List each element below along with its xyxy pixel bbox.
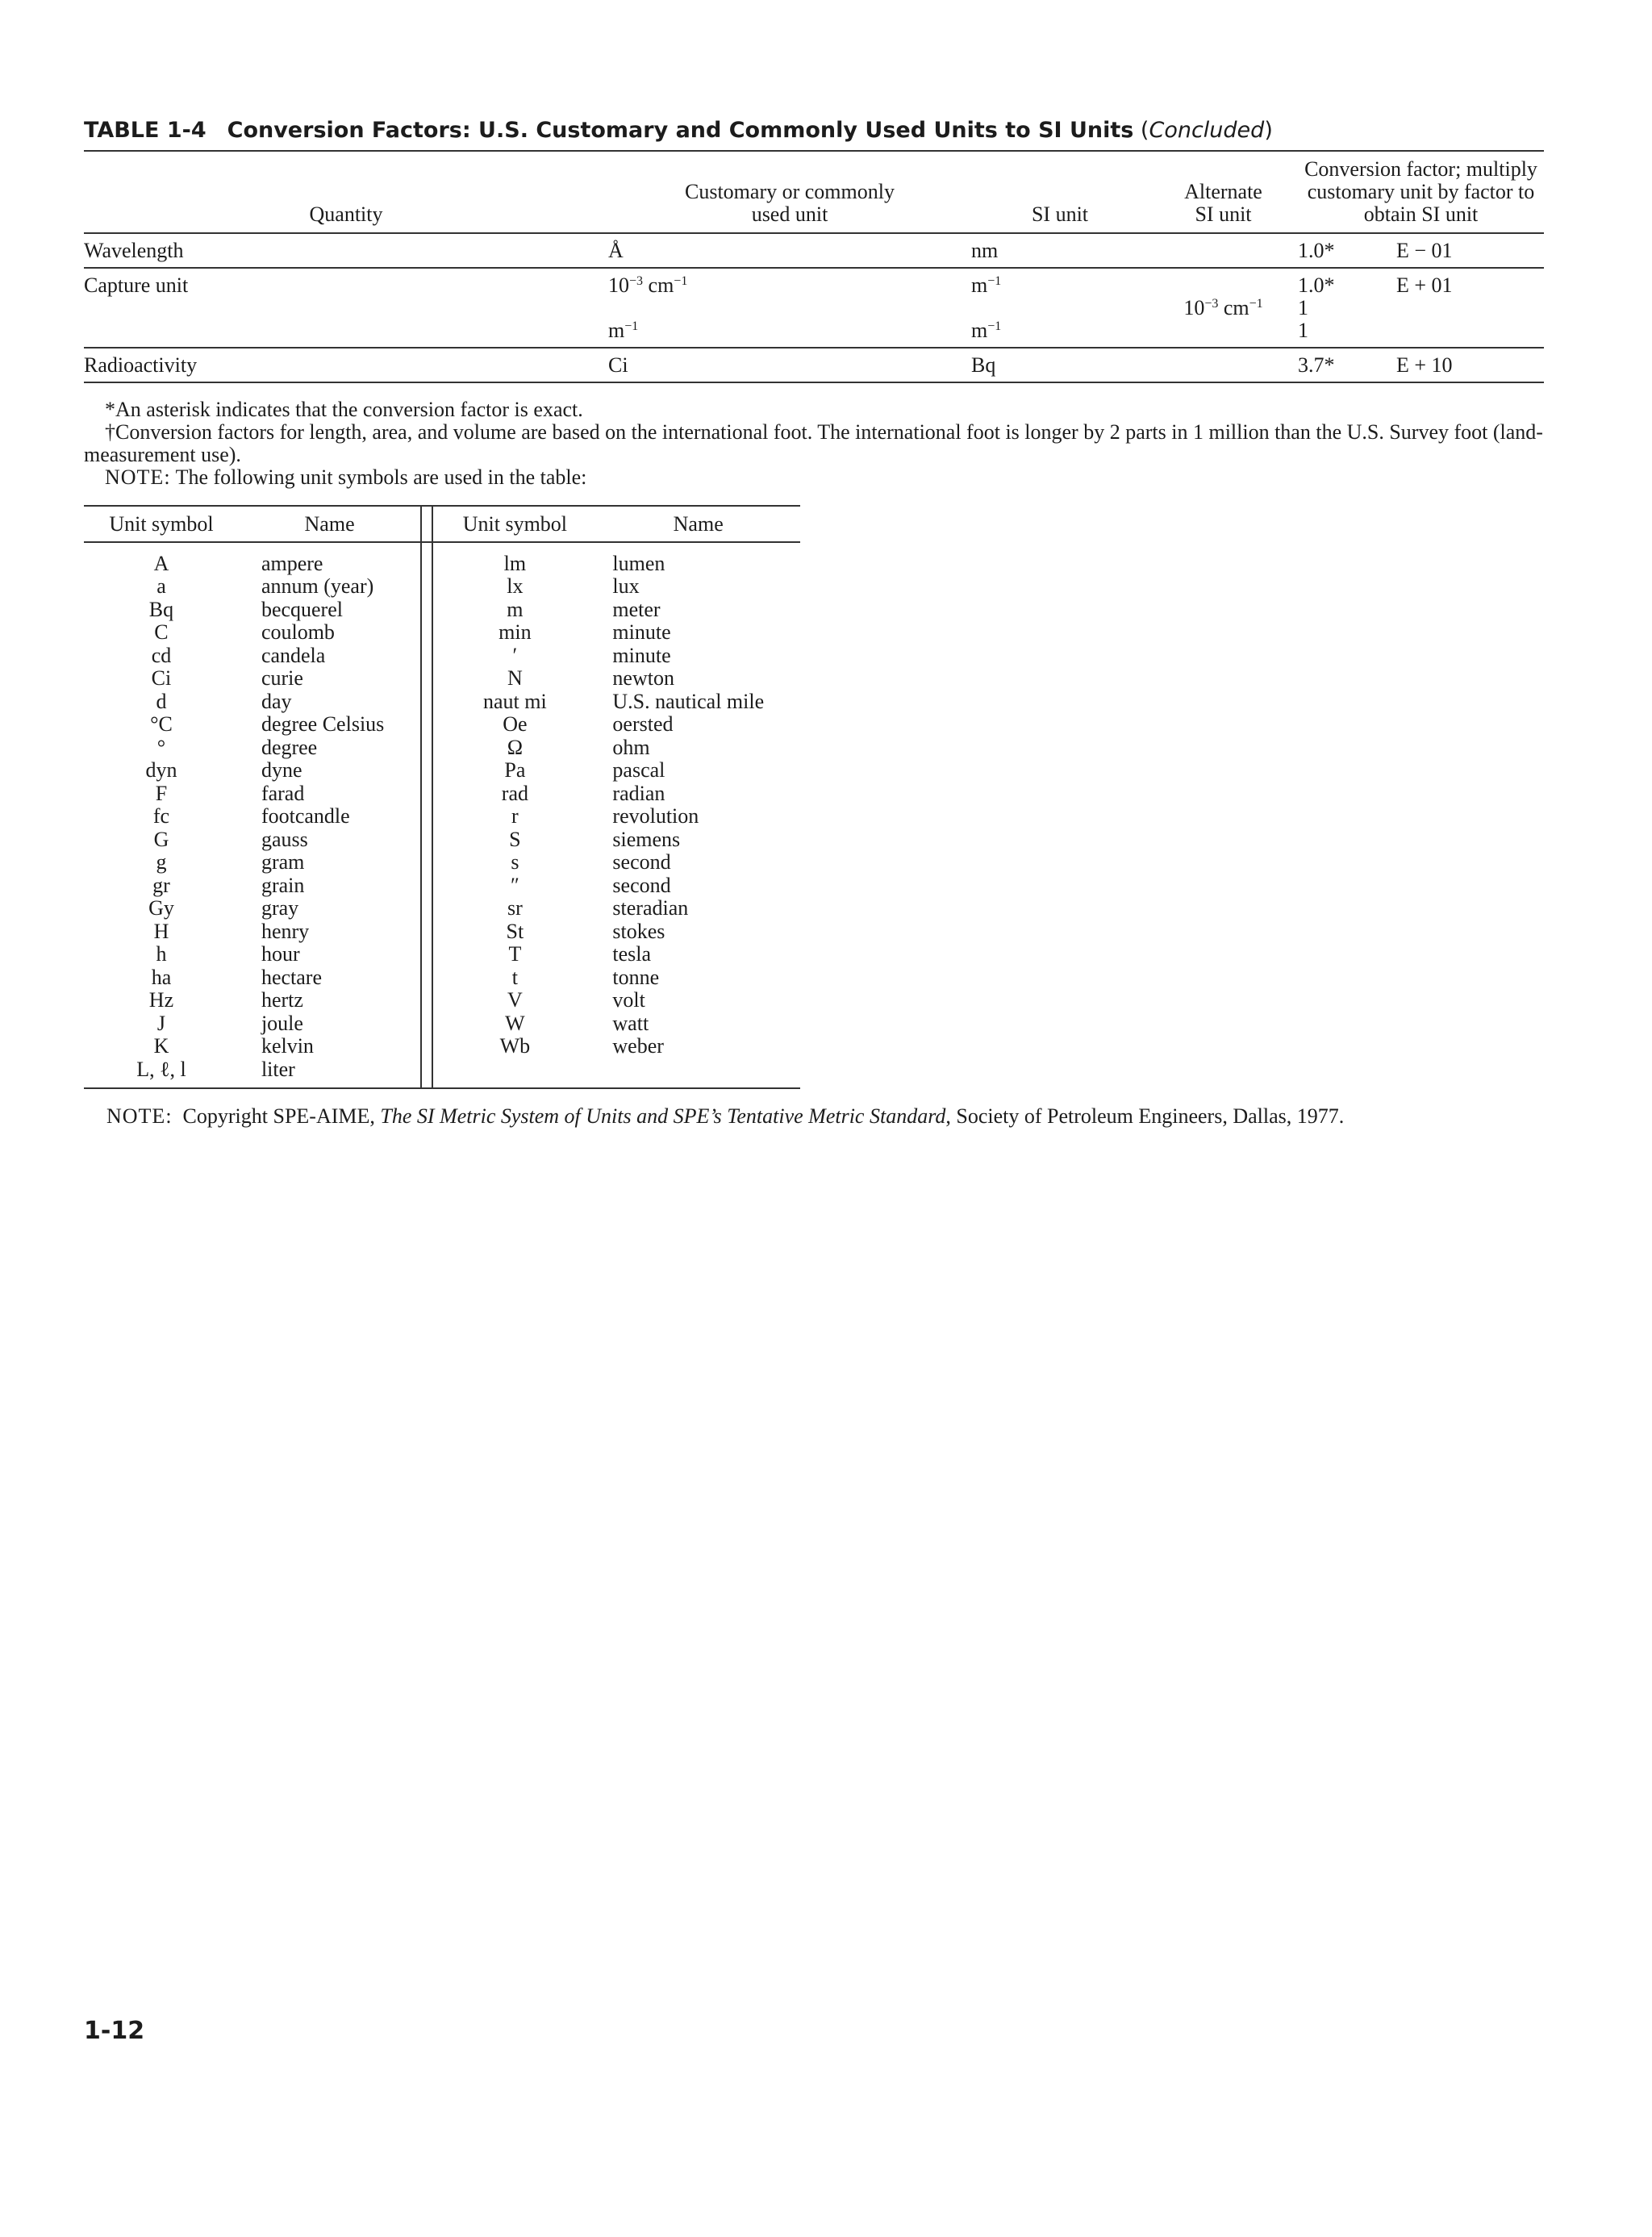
row-si [971, 269, 1149, 347]
unit-symbol: V [507, 988, 523, 1012]
header-quantity: Quantity [309, 202, 383, 226]
unit-name: lumen [612, 551, 665, 575]
list-item [84, 1058, 800, 1089]
unit-symbol: cd [151, 643, 172, 667]
list-item [84, 759, 800, 783]
column-divider [421, 506, 432, 542]
unit-symbol: m [507, 597, 524, 621]
unit-symbol: h [156, 942, 167, 966]
unit-name: second [612, 850, 671, 874]
unit-name: hectare [261, 965, 322, 989]
exponent-line-a: E + 01 [1396, 273, 1453, 297]
table-number: TABLE 1-4 [84, 118, 206, 143]
unit-symbol: Gy [148, 896, 174, 920]
header-factor-line2: customary unit by factor to [1307, 180, 1535, 203]
header-customary-line2: used unit [751, 202, 828, 226]
list-item [84, 920, 800, 944]
list-item [84, 828, 800, 852]
unit-symbol: St [506, 919, 524, 943]
row-exponent: E + 10 [1396, 353, 1453, 377]
unit-name: volt [612, 988, 645, 1012]
column-divider [421, 621, 432, 645]
row-customary: Å [608, 239, 624, 262]
unit-symbol: s [511, 850, 519, 874]
unit-symbol: C [154, 620, 169, 644]
header-factor-line1: Conversion factor; multiply [1304, 157, 1537, 181]
page-number: 1-12 [84, 2017, 145, 2045]
asterisk-note: *An asterisk indicates that the conversion factor is exact. [105, 398, 583, 421]
unit-name: U.S. nautical mile [612, 689, 765, 713]
column-divider [421, 667, 432, 691]
header-alternate-line2: SI unit [1195, 202, 1252, 226]
copyright-title: The SI Metric System of Units and SPE’s Tentative Metric Standard [380, 1104, 946, 1128]
list-item [84, 989, 800, 1012]
list-item [84, 805, 800, 828]
factor-line-a: 1.0* [1298, 273, 1335, 297]
header-customary [608, 151, 971, 233]
copyright-label: NOTE: [106, 1104, 173, 1128]
unit-symbol: ha [151, 965, 172, 989]
unit-symbol: naut mi [483, 689, 547, 713]
unit-name: day [261, 689, 292, 713]
row-quantity: Capture unit [84, 273, 189, 297]
unit-name: stokes [612, 919, 665, 943]
row-alternate [1149, 348, 1298, 359]
si-line-c: $m^{-1}$ [971, 319, 1002, 342]
unit-symbol: dyn [145, 758, 177, 782]
note-label: NOTE: [105, 465, 171, 489]
table-row [84, 348, 1544, 382]
list-item [84, 575, 800, 599]
list-item [84, 874, 800, 898]
unit-symbol: ″ [510, 873, 519, 897]
unit-symbol: J [156, 1011, 166, 1035]
list-item [84, 667, 800, 691]
table-row [84, 268, 1544, 348]
table-row [84, 233, 1544, 268]
list-item [84, 713, 800, 737]
unit-symbol: gr [152, 873, 170, 897]
row-quantity: Wavelength [84, 239, 184, 262]
unit-symbol: r [511, 804, 519, 828]
column-divider [421, 828, 432, 852]
unit-symbol: lx [507, 574, 524, 598]
unit-symbol: L, ℓ, l [84, 1058, 239, 1089]
list-item [84, 783, 800, 806]
dagger-note: †Conversion factors for length, area, and volume are based on the international foot. The international foot is longer by 2 parts in 1 million than the U.S. Survey foot (land-measurement use). [84, 420, 1543, 466]
unit-symbol: F [155, 781, 168, 805]
unit-name: newton [612, 666, 674, 690]
copyright-prefix: Copyright SPE-AIME, [182, 1104, 381, 1128]
unit-name: hour [261, 942, 300, 966]
customary-line-b [608, 297, 971, 319]
unit-symbol: H [153, 919, 169, 943]
row-alternate [1149, 234, 1298, 244]
row-si: Bq [971, 353, 996, 377]
conversion-table-header [84, 151, 1544, 233]
si-line-a: $m^{-1}$ [971, 273, 1002, 297]
column-divider [421, 645, 432, 668]
header-symbol-right: Unit symbol [462, 512, 568, 536]
copyright-suffix: , Society of Petroleum Engineers, Dallas, 1977. [945, 1104, 1345, 1128]
unit-name: minute [612, 620, 671, 644]
list-item [84, 599, 800, 622]
list-item [84, 621, 800, 645]
unit-symbol: sr [507, 896, 523, 920]
header-si-unit: SI unit [1031, 202, 1089, 226]
list-item [84, 737, 800, 760]
conversion-table [84, 150, 1544, 383]
column-divider [421, 691, 432, 714]
unit-symbol: Bq [148, 597, 174, 621]
column-divider [421, 943, 432, 966]
header-alternate-line1: Alternate [1184, 180, 1262, 203]
unit-name: degree Celsius [261, 712, 385, 736]
customary-line-c: $m^{-1}$ [608, 319, 639, 342]
row-factor: 1.0* [1298, 239, 1335, 262]
unit-symbol: N [507, 666, 523, 690]
unit-symbol: rad [501, 781, 528, 805]
unit-symbol: ′ [512, 643, 518, 667]
unit-symbols-table [84, 505, 800, 1089]
row-alternate [1149, 269, 1298, 347]
unit-name: joule [261, 1011, 303, 1035]
row-exponent [1396, 269, 1544, 302]
row-factor: 3.7* [1298, 353, 1335, 377]
column-divider [421, 737, 432, 760]
unit-symbol: Ci [151, 666, 172, 690]
list-item [84, 1012, 800, 1036]
table-notes [84, 399, 1544, 489]
list-item [84, 691, 800, 714]
list-item [84, 966, 800, 990]
unit-name: degree [261, 735, 318, 759]
unit-name: henry [261, 919, 310, 943]
unit-name: tonne [612, 965, 660, 989]
factor-line-b: 1 [1298, 296, 1308, 319]
unit-symbol: lm [503, 551, 527, 575]
unit-symbol [432, 1058, 596, 1089]
unit-name: tesla [612, 942, 652, 966]
unit-symbol: T [508, 942, 522, 966]
unit-name: coulomb [261, 620, 335, 644]
alternate-line-a [1149, 274, 1298, 297]
si-line-b [971, 297, 1149, 319]
unit-name: curie [261, 666, 303, 690]
unit-name: siemens [612, 827, 681, 851]
unit-name: liter [239, 1058, 421, 1089]
unit-name: lux [612, 574, 640, 598]
unit-symbols-header [84, 506, 800, 542]
factor-line-c: 1 [1298, 319, 1308, 342]
unit-name: oersted [612, 712, 674, 736]
column-divider [421, 920, 432, 944]
row-customary [608, 269, 971, 347]
unit-symbol: Ω [507, 735, 524, 759]
unit-symbol: K [153, 1034, 169, 1058]
customary-line-a: $10^{-3}$ $cm^{-1}$ [608, 273, 688, 297]
unit-symbol: Oe [503, 712, 528, 736]
unit-symbol: fc [152, 804, 170, 828]
header-customary-line1: Customary or commonly [685, 180, 895, 203]
unit-symbol: t [511, 965, 518, 989]
table-caption: Conversion Factors: U.S. Customary and Commonly Used Units to SI Units [227, 118, 1134, 143]
unit-symbol: G [153, 827, 169, 851]
unit-name: candela [261, 643, 326, 667]
unit-name: minute [612, 643, 671, 667]
column-divider [421, 874, 432, 898]
column-divider [421, 542, 432, 576]
column-divider [421, 1035, 432, 1058]
unit-name: grain [261, 873, 305, 897]
list-item [84, 943, 800, 966]
header-symbol-left: Unit symbol [109, 512, 214, 536]
column-divider [421, 783, 432, 806]
unit-name: ohm [612, 735, 650, 759]
unit-name: gram [261, 850, 305, 874]
unit-name: gray [261, 896, 299, 920]
unit-name: dyne [261, 758, 302, 782]
unit-symbol: Pa [504, 758, 526, 782]
column-divider [421, 759, 432, 783]
unit-name: revolution [612, 804, 699, 828]
column-divider [421, 989, 432, 1012]
alternate-line-c [1149, 319, 1298, 342]
unit-name: watt [612, 1011, 649, 1035]
unit-symbol: W [505, 1011, 525, 1035]
header-factor [1298, 151, 1544, 233]
symbols-note [84, 466, 1544, 489]
unit-name: pascal [612, 758, 665, 782]
unit-symbol: A [153, 551, 169, 575]
alternate-line-b: $10^{-3}$ $cm^{-1}$ [1183, 296, 1263, 319]
header-alternate [1149, 151, 1298, 233]
row-si: nm [971, 239, 999, 262]
row-factor [1298, 269, 1396, 347]
column-divider [421, 966, 432, 990]
unit-name: second [612, 873, 671, 897]
unit-symbol: Hz [148, 988, 174, 1012]
column-divider [421, 1058, 432, 1089]
unit-name: steradian [612, 896, 689, 920]
unit-name: becquerel [261, 597, 343, 621]
row-quantity: Radioactivity [84, 353, 198, 377]
header-name-left: Name [304, 512, 355, 536]
table-title: TABLE 1-4 Conversion Factors: U.S. Customary and Commonly Used Units to SI Units (Concluded) [84, 118, 1273, 143]
list-item [84, 542, 800, 576]
list-item [84, 645, 800, 668]
unit-symbol: ° [156, 735, 166, 759]
column-divider [421, 713, 432, 737]
list-item [84, 1035, 800, 1058]
unit-name: farad [261, 781, 305, 805]
unit-name: annum (year) [261, 574, 374, 598]
column-divider [421, 851, 432, 874]
list-item [84, 851, 800, 874]
unit-name: ampere [261, 551, 323, 575]
unit-name: gauss [261, 827, 308, 851]
column-divider [421, 575, 432, 599]
unit-symbol: d [156, 689, 167, 713]
note-text: The following unit symbols are used in the table: [175, 465, 587, 489]
unit-symbol: g [156, 850, 167, 874]
header-name-right: Name [673, 512, 724, 536]
header-factor-line3: obtain SI unit [1363, 202, 1479, 226]
list-item [84, 897, 800, 920]
column-divider [421, 805, 432, 828]
unit-symbol: Wb [499, 1034, 531, 1058]
unit-name: radian [612, 781, 665, 805]
column-divider [421, 1012, 432, 1036]
column-divider [421, 897, 432, 920]
unit-name: footcandle [261, 804, 350, 828]
copyright-note [106, 1105, 1550, 1128]
unit-symbol: a [156, 574, 166, 598]
row-exponent: E − 01 [1396, 239, 1453, 262]
unit-name: hertz [261, 988, 303, 1012]
unit-symbol: min [499, 620, 532, 644]
unit-symbol: °C [150, 712, 173, 736]
table-concluded: Concluded [1149, 118, 1265, 143]
unit-name: kelvin [261, 1034, 314, 1058]
unit-name: meter [612, 597, 661, 621]
column-divider [421, 599, 432, 622]
row-customary: Ci [608, 353, 628, 377]
unit-name [596, 1058, 800, 1089]
unit-symbol: S [509, 827, 521, 851]
unit-name: weber [612, 1034, 664, 1058]
